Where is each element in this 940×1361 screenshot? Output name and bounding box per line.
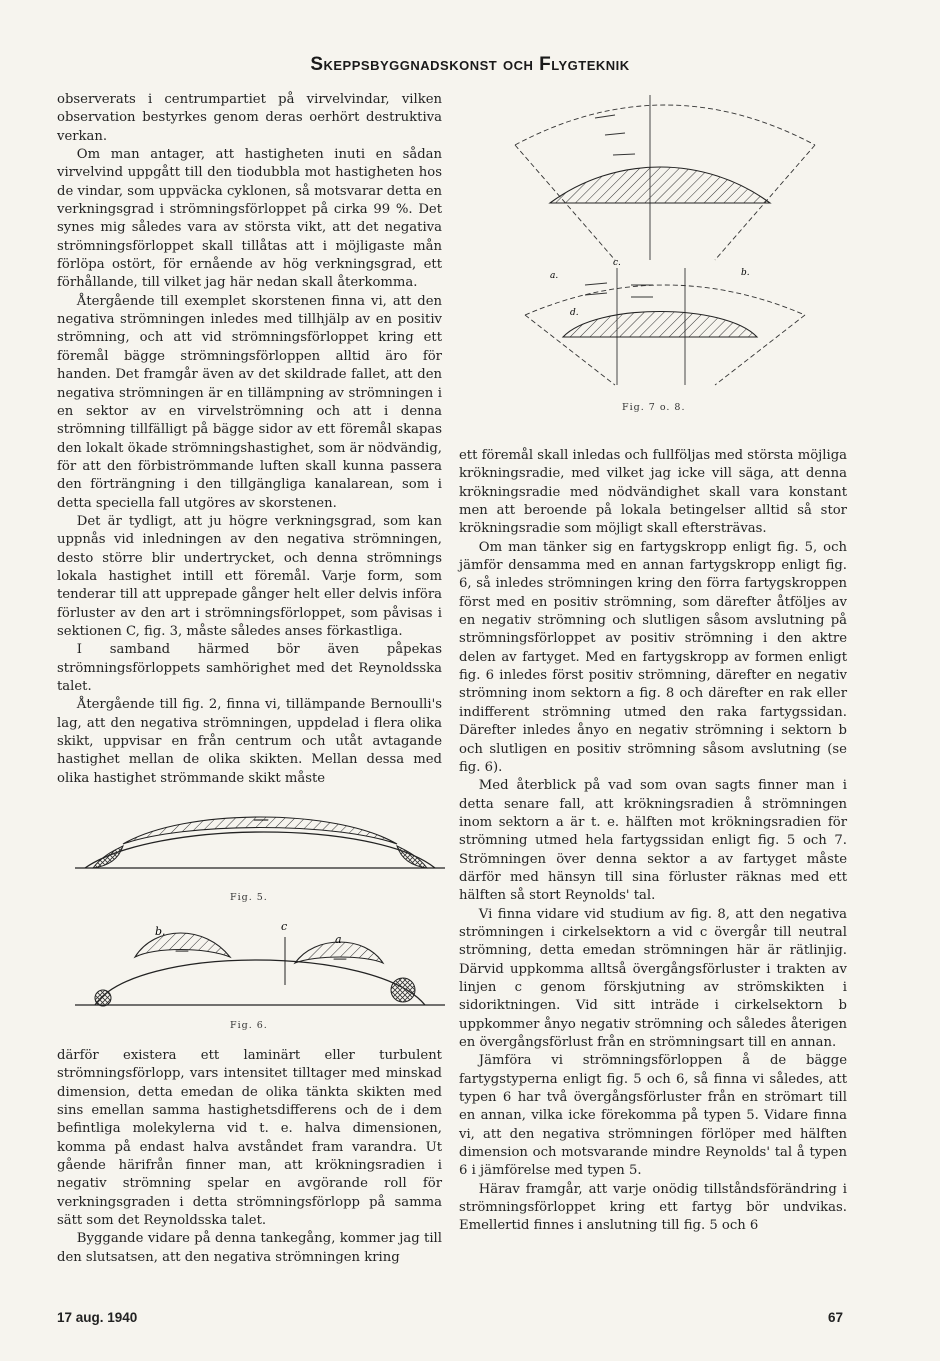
paragraph: Om man tänker sig en fartygskropp enligt fig. 5, och jämför densamma med en annan fartygskropp enligt fig. 6, så inledes strömningen kring den förra fartygskroppen först med en positiv strömning, som därefter åtföljes av en negativ strömning och slutligen såsom avslutning på strömningsförloppet av positiv strömning i den aktre delen av fartyget. Med en fartygskropp av formen enligt fig. 6 inledes först positiv strömning, därefter en negativ strömning inom sektorn a fig. 8 och därefter en rak eller indifferent strömning utmed den raka fartygssidan. Därefter inledes ånyo en negativ strömning i sektorn b och slutligen en positiv strömning såsom avslutning (se fig. 6). bbox=[459, 539, 847, 775]
paragraph: Det är tydligt, att ju högre verkningsgrad, som kan uppnås vid inledningen av den negativa strömningen, desto större blir undertrycket, och denna strömnings lokala hastighet intill ett föremål. Varje form, som tenderar till att upprepade gånger helt eller delvis införa förluster av den art i strömningsförloppet, som påvisas i sektionen C, fig. 3, måste således anses förkastliga. bbox=[57, 513, 442, 639]
paragraph: Om man antager, att hastigheten inuti en sådan virvelvind uppgått till den tiodubbla mot hastigheten hos de vindar, som uppväcka cyklonen, så motsvarar detta en verkningsgrad i strömningsförloppet på cirka 99 %. Det synes mig således vara av största vikt, att det negativa strömningsförloppet skall tillåtas att i möjligaste mån förlöpa ostört, för ernående av hög verkningsgrad, ett förhållande, till vilket jag här nedan skall återkomma. bbox=[57, 147, 442, 291]
text-column-left-top bbox=[57, 91, 442, 788]
label-a: a bbox=[335, 933, 342, 946]
label-c: c. bbox=[613, 258, 621, 268]
page-number: 67 bbox=[828, 1310, 844, 1325]
figure-7-8-caption: Fig. 7 o. 8. bbox=[622, 402, 686, 413]
footer-date: 17 aug. 1940 bbox=[57, 1310, 138, 1325]
paragraph: Byggande vidare på denna tankegång, kommer jag till den slutsatsen, att den negativa strömningen kring bbox=[57, 1231, 442, 1265]
paragraph: Jämföra vi strömningsförloppen å de bägge fartygstyperna enligt fig. 5 och 6, så finna vi således, att typen 6 har två övergångsförluster från en strömart till en annan, vilka icke förekomma på typen 5. Vidare finna vi, att den negativa strömningen förlöper med hälften dimension och motsvarande mindre Reynolds' tal å typen 6 i jämförelse med typen 5. bbox=[459, 1053, 847, 1179]
figure-7-8-sector-diagram bbox=[495, 85, 835, 395]
figure-5-hull-diagram bbox=[75, 800, 445, 885]
figure-5-caption: Fig. 5. bbox=[230, 892, 268, 903]
paragraph: Vi finna vidare vid studium av fig. 8, att den negativa strömningen i cirkelsektorn a vid c övergår till neutral strömning, detta emedan strömningen här är rätlinjig. Därvid uppkomma alltså övergångsförluster i trakten av linjen c genom förskjutning av strömskikten i sidoriktningen. Vid sitt inträde i cirkelsektorn b uppkommer ånyo negativ strömning och således återigen en övergångsförlust från en strömningsart till en annan. bbox=[459, 906, 847, 1050]
label-a: a. bbox=[550, 271, 559, 281]
figure-6-hull-diagram bbox=[75, 915, 445, 1015]
minus-sign: — bbox=[175, 943, 189, 959]
paragraph: Härav framgår, att varje onödig tillståndsförändring i strömningsförloppet kring ett fartyg bör undvikas. Emellertid finnes i anslutning till fig. 5 och 6 bbox=[459, 1181, 847, 1234]
label-c: c bbox=[281, 920, 288, 933]
label-b: b. bbox=[741, 268, 750, 278]
paragraph: därför existera ett laminärt eller turbulent strömningsförlopp, vars intensitet tilltager med minskad dimension, detta emedan de olika tänkta skikten med sins emellan samma hastighetsdifferens och de i dem befintliga molekylerna vid t. e. halva dimensionen, komma på endast halva avståndet fram varandra. Ut gående härifrån finner man, att krökningsradien i negativ strömning spelar en avgörande roll för verkningsgraden i detta strömningsförlopp på samma sätt som det Reynoldsska talet. bbox=[57, 1048, 442, 1229]
label-d: d. bbox=[570, 308, 579, 318]
text-column-right bbox=[459, 447, 847, 1236]
running-header: Skeppsbyggnadskonst och Flygteknik bbox=[310, 54, 630, 75]
paragraph: Återgående till exemplet skorstenen finna vi, att den negativa strömningen inledes med tillhjälp av en positiv strömning, och att vid strömningsförloppet kring ett föremål bägge strömningsförloppen alltid äro för handen. Det framgår även av det skildrade fallet, att den negativa strömningen är en tillämpning av strömningen i en sektor av en virvelströmning och att i denna strömning tillfälligt på bägge sidor av ett föremål skapas den lokalt ökade strömningshastighet, som är nödvändig, för att den förbiströmmande luften skall kunna passera den förträngning i den tillgängliga kanalarean, som i detta speciella fall utgöres av skorstenen. bbox=[57, 293, 442, 511]
paragraph: Med återblick på vad som ovan sagts finner man i detta senare fall, att krökningsradien å strömningen inom sektorn a är t. e. hälften mot krökningsradien för strömning utmed hela fartygssidan enligt fig. 5 och 7. Strömningen över denna sektor a av fartyget måste därför med hänsyn till sina förluster räknas med ett hälften så stort Reynolds' tal. bbox=[459, 778, 847, 904]
paragraph: observerats i centrumpartiet på virvelvindar, vilken observation bestyrkes genom deras oerhört destruktiva verkan. bbox=[57, 92, 442, 144]
minus-sign: — bbox=[333, 951, 347, 967]
paragraph: I samband härmed bör även påpekas strömningsförloppets samhörighet med det Reynoldsska talet. bbox=[57, 642, 442, 694]
text-column-left-bottom bbox=[57, 1047, 442, 1267]
label-b: b. bbox=[155, 925, 166, 938]
paragraph: ett föremål skall inledas och fullföljas med största möjliga krökningsradie, med vilket jag icke vill säga, att denna krökningsradie med nödvändighet skall vara konstant men att beroende på lokala betingelser alltid så stor krökningsradie som möjligt skall eftersträvas. bbox=[459, 448, 847, 537]
minus-sign: — bbox=[253, 809, 269, 828]
figure-6-caption: Fig. 6. bbox=[230, 1020, 268, 1031]
paragraph: Återgående till fig. 2, finna vi, tillämpande Bernoulli's lag, att den negativa strömningen, uppdelad i flera olika skikt, uppvisar en från centrum och utåt avtagande hastighet mellan de olika skikten. Mellan dessa med olika hastighet strömmande skikt måste bbox=[57, 697, 442, 786]
